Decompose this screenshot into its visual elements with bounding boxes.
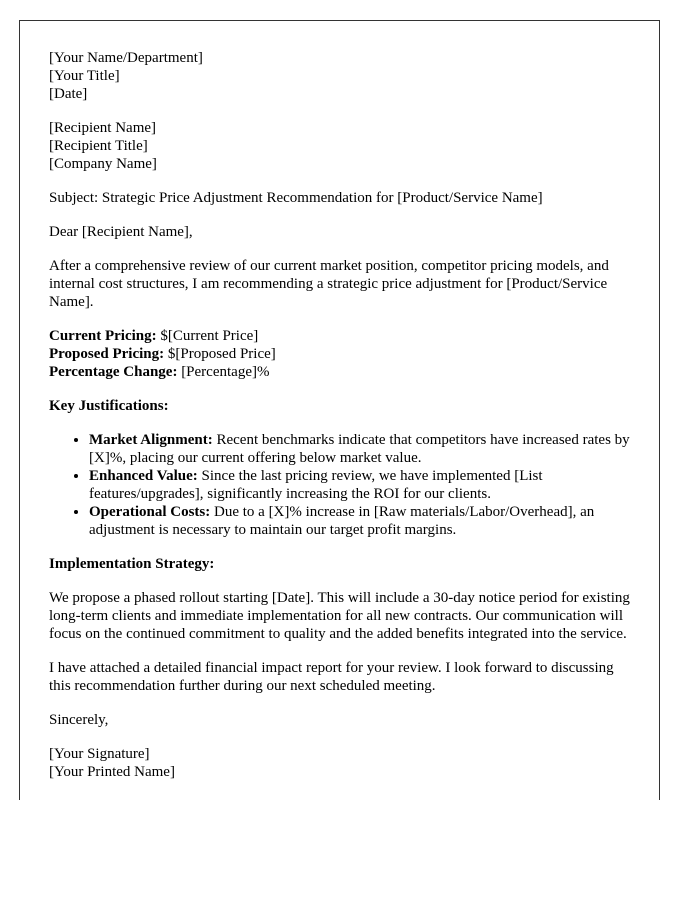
- intro-paragraph: After a comprehensive review of our current market position, competitor pricing models, and internal cost structures, I am recommending a strategic price adjustment for [Product/Service Name].: [49, 258, 609, 310]
- justifications-heading: Key Justifications:: [49, 398, 169, 414]
- subject-line: Subject: Strategic Price Adjustment Recommendation for [Product/Service Name]: [49, 190, 543, 206]
- signature: [Your Signature]: [49, 746, 150, 762]
- implementation-paragraph: We propose a phased rollout starting [Date]. This will include a 30-day notice period for existing long-term clients and immediate implementation for all new contracts. Our communication will focus on the continued commitment to quality and the added benefits integrated into the service.: [49, 590, 630, 642]
- letter-page: [19, 20, 660, 800]
- recipient-block: [49, 119, 635, 173]
- justification-label: Operational Costs:: [89, 504, 211, 520]
- signature-block: [49, 745, 635, 781]
- current-pricing-value: $[Current Price]: [156, 328, 259, 344]
- percentage-change-value: [Percentage]%: [177, 364, 270, 380]
- proposed-pricing-line: [49, 345, 635, 363]
- list-item: [89, 431, 635, 467]
- closing-paragraph: I have attached a detailed financial impact report for your review. I look forward to discussing this recommendation further during our next scheduled meeting.: [49, 660, 614, 694]
- percentage-change-line: [49, 363, 635, 381]
- proposed-pricing-value: $[Proposed Price]: [164, 346, 276, 362]
- justifications-list: [49, 431, 635, 539]
- pricing-block: [49, 327, 635, 381]
- justification-text: Recent benchmarks indicate that competitors have increased rates by [X]%, placing our current offering below market value.: [89, 432, 630, 466]
- recipient-title: [Recipient Title]: [49, 138, 148, 154]
- justification-text: Since the last pricing review, we have implemented [List features/upgrades], significantly increasing the ROI for our clients.: [89, 468, 543, 502]
- recipient-name: [Recipient Name]: [49, 120, 157, 136]
- recipient-company: [Company Name]: [49, 156, 157, 172]
- sender-name: [Your Name/Department]: [49, 50, 203, 66]
- justification-label: Market Alignment:: [89, 432, 213, 448]
- sender-title: [Your Title]: [49, 68, 120, 84]
- implementation-heading: Implementation Strategy:: [49, 556, 215, 572]
- percentage-change-label: Percentage Change:: [49, 364, 178, 380]
- current-pricing-label: Current Pricing:: [49, 328, 157, 344]
- current-pricing-line: [49, 327, 635, 345]
- printed-name: [Your Printed Name]: [49, 764, 175, 780]
- list-item: [89, 503, 635, 539]
- sender-block: [49, 49, 635, 103]
- list-item: [89, 467, 635, 503]
- proposed-pricing-label: Proposed Pricing:: [49, 346, 165, 362]
- salutation: Dear [Recipient Name],: [49, 224, 193, 240]
- justification-label: Enhanced Value:: [89, 468, 198, 484]
- valediction: Sincerely,: [49, 712, 109, 728]
- justification-text: Due to a [X]% increase in [Raw materials/Labor/Overhead], an adjustment is necessary to maintain our target profit margins.: [89, 504, 595, 538]
- letter-date: [Date]: [49, 86, 88, 102]
